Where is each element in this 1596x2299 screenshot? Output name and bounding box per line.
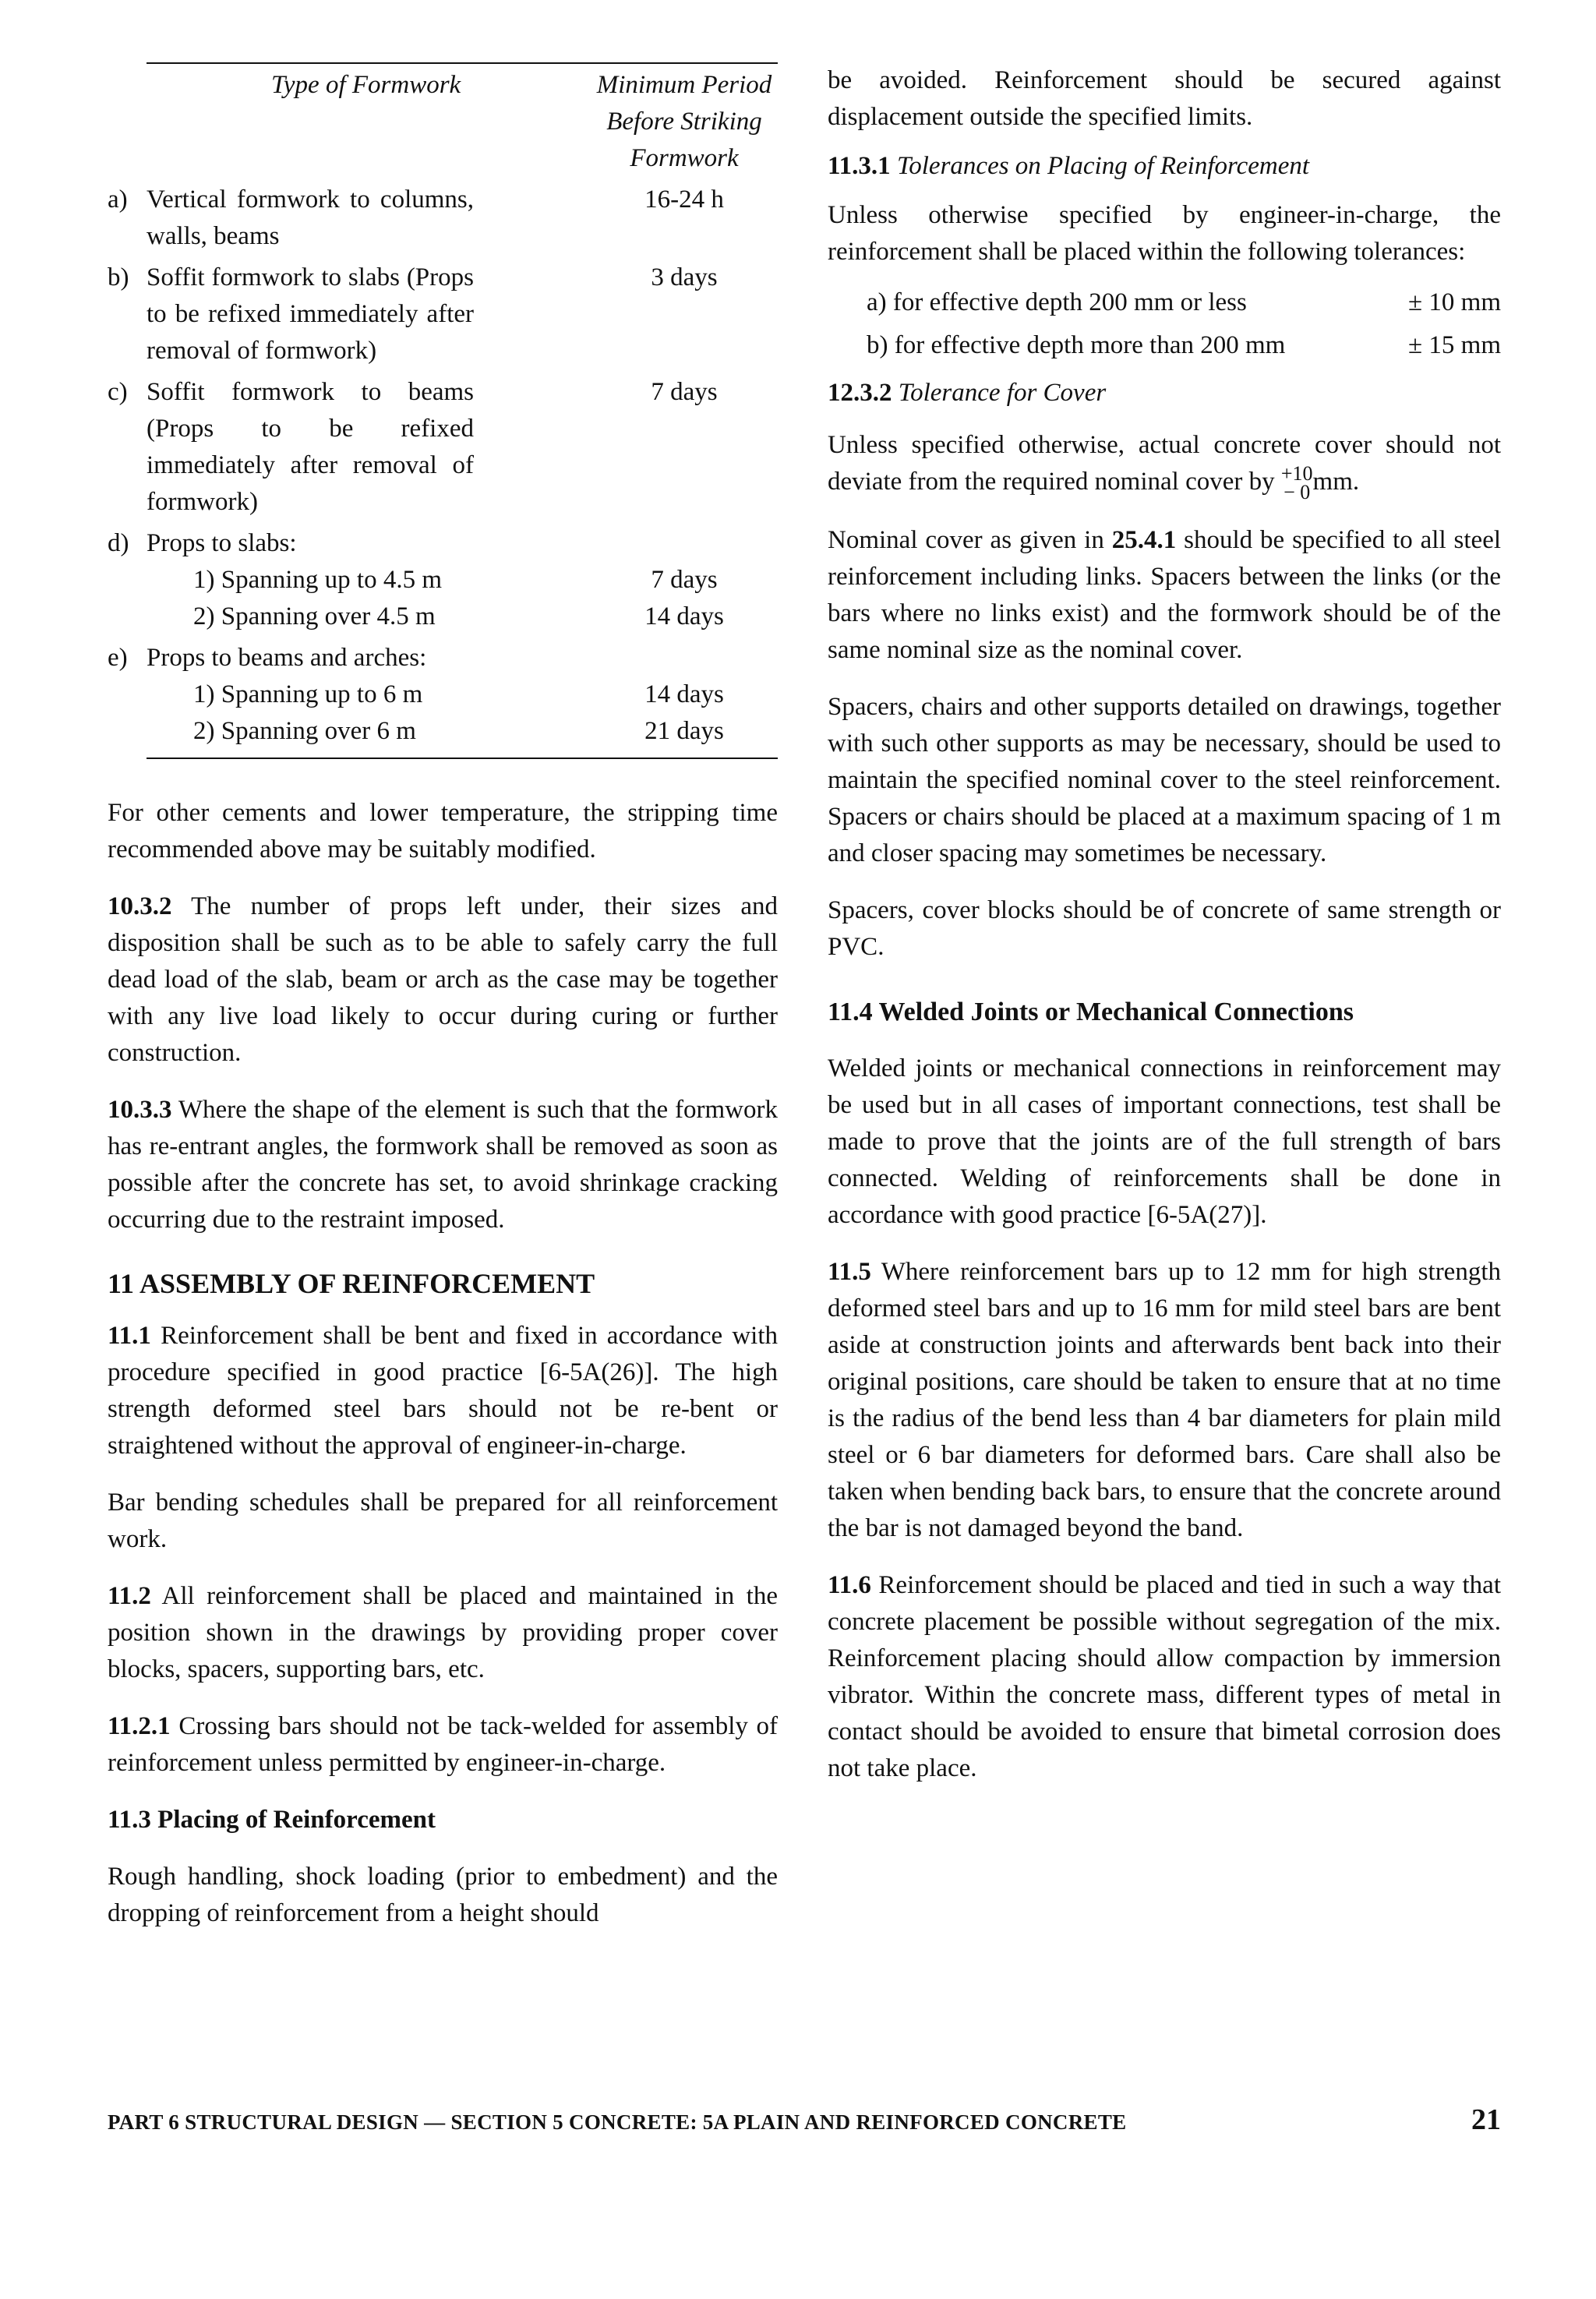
cover-unit: mm. [1312, 468, 1360, 496]
row-label: c) [108, 378, 128, 406]
subrow-text: 2) Spanning over 6 m [193, 717, 416, 745]
clause-number: 11.2.1 [108, 1712, 171, 1740]
header-type: Type of Formwork [271, 71, 461, 99]
subrow-text: 1) Spanning up to 6 m [193, 680, 423, 708]
tolerance-list [828, 281, 1501, 367]
para-be-avoided: be avoided. Reinforcement should be secured against displacement outside the specified limits. [828, 66, 1501, 131]
para-spacers: Spacers, chairs and other supports detailed on drawings, together with such other supports as may be necessary, should be used to maintain the specified nominal cover to the steel reinforcement. Spacers or chairs should be placed at a maximum spacing of 1 m and closer spacing may sometimes be necessary. [828, 693, 1501, 868]
para-11-3: Rough handling, shock loading (prior to embedment) and the dropping of reinforcement from a height should [108, 1863, 778, 1927]
para-bar-bending: Bar bending schedules shall be prepared for all reinforcement work. [108, 1489, 778, 1553]
clause-text: The number of props left under, their sizes and disposition shall be such as to be able to safely carry the full dead load of the slab, beam or arch as the case may be together with any live load likely to occur during curing or further construction. [108, 892, 778, 1067]
para-cover [828, 427, 1501, 502]
clause-reference: 25.4.1 [1111, 526, 1177, 555]
page-footer [108, 2103, 1501, 2137]
clause-number: 11.6 [828, 1571, 871, 1600]
clause-number: 10.3.3 [108, 1096, 172, 1124]
row-text: Soffit formwork to slabs (Props to be refixed immediately after removal of formwork) [147, 263, 474, 365]
cover-minus: − 0 [1284, 481, 1311, 504]
para-11-3-1: Unless otherwise specified by engineer-in-charge, the reinforcement shall be placed within the following tolerances: [828, 201, 1501, 266]
table-subrow [147, 676, 778, 713]
table-row [108, 525, 778, 562]
row-label: b) [108, 263, 129, 291]
clause-text: Where the shape of the element is such that the formwork has re-entrant angles, the formwork shall be removed as soon as possible after the concrete has set, to avoid shrinkage cracking occurring due to the restraint imposed. [108, 1096, 779, 1234]
tolerance-value: ± 10 mm [1408, 288, 1501, 316]
clause-number: 12.3.2 [828, 379, 892, 407]
clause-text: Reinforcement should be placed and tied in such a way that concrete placement be possible without segregation of the mix. Reinforcement placing should allow compaction by immersion vibrator. Within the concrete mass, different types of metal in contact should be avoided to ensure that bimetal corrosion does not take place. [828, 1571, 1501, 1783]
table-row [108, 374, 778, 521]
row-label: a) [108, 185, 128, 214]
row-text: Vertical formwork to columns, walls, beams [147, 185, 474, 250]
header-period: Minimum Period Before Striking Formwork [596, 71, 772, 172]
cover-by: by [1248, 468, 1275, 496]
tolerance-desc: a) for effective depth 200 mm or less [867, 288, 1247, 316]
subrow-period: 14 days [644, 602, 724, 630]
clause-text: Reinforcement shall be bent and fixed in accordance with procedure specified in good practice [6-5A(26)]. The high strength deformed steel bars should not be re-bent or straightened without the approval of engineer-in-charge. [108, 1322, 779, 1460]
right-column [828, 62, 1501, 1787]
para-10-3-2 [108, 888, 778, 1072]
clause-number: 11.1 [108, 1322, 151, 1350]
row-label: d) [108, 529, 129, 557]
subrow-text: 2) Spanning over 4.5 m [193, 602, 436, 630]
heading-11-3-1 [828, 148, 1501, 185]
cover-text: Unless specified otherwise, actual concrete cover should not deviate from the required nominal cover [828, 431, 1501, 496]
tolerance-value: ± 15 mm [1408, 331, 1501, 359]
clause-text: Crossing bars should not be tack-welded for assembly of reinforcement unless permitted by engineer-in-charge. [108, 1712, 778, 1777]
table-subrow [147, 599, 778, 635]
clause-number: 10.3.2 [108, 892, 172, 920]
clause-title: Tolerance for Cover [898, 379, 1107, 407]
para-11-5 [828, 1254, 1501, 1547]
clause-title: Tolerances on Placing of Reinforcement [896, 152, 1310, 180]
clause-text: All reinforcement shall be placed and maintained in the position shown in the drawings by providing proper cover blocks, spacers, supporting bars, etc. [108, 1582, 778, 1683]
para-11-4: Welded joints or mechanical connections in reinforcement may be used but in all cases of important connections, test shall be made to prove that the joints are of the full strength of bars connected. Welding of reinforcements shall be done in accordance with good practice [6-5A(27)]. [828, 1054, 1501, 1230]
nominal-text-a: Nominal cover as given in [828, 526, 1104, 555]
para-11-2-1 [108, 1708, 778, 1782]
table-header [147, 64, 778, 177]
row-period: 7 days [651, 378, 718, 406]
left-column [108, 62, 778, 1932]
tolerance-item [867, 324, 1501, 367]
subrow-period: 21 days [644, 717, 724, 745]
para-10-3-3 [108, 1092, 778, 1238]
row-period: 16-24 h [644, 185, 724, 214]
row-text: Props to slabs: [147, 529, 297, 557]
cover-plus: +10 [1280, 462, 1313, 486]
subrow-text: 1) Spanning up to 4.5 m [193, 566, 442, 594]
para-11-6 [828, 1567, 1501, 1787]
para-11-2 [108, 1578, 778, 1688]
tolerance-item [867, 281, 1501, 324]
row-label: e) [108, 644, 128, 672]
table-subrow [147, 562, 778, 599]
row-period: 3 days [651, 263, 718, 291]
table-row [108, 182, 778, 255]
row-text: Soffit formwork to beams (Props to be refixed immediately after removal of formwork) [147, 378, 474, 516]
cover-tolerance-fraction [1281, 464, 1313, 502]
subrow-period: 14 days [644, 680, 724, 708]
page-number: 21 [1471, 2103, 1501, 2136]
heading-11: 11 ASSEMBLY OF REINFORCEMENT [108, 1268, 595, 1299]
row-text: Props to beams and arches: [147, 644, 427, 672]
table-row [108, 260, 778, 369]
subrow-period: 7 days [651, 566, 718, 594]
para-nominal-cover [828, 522, 1501, 669]
clause-number: 11.5 [828, 1258, 871, 1287]
clause-text: Where reinforcement bars up to 12 mm for high strength deformed steel bars and up to 16 mm for mild steel bars are bent aside at construction joints and afterwards bent back into their original positions, care should be taken to ensure that at no time is the radius of the bend less than 4 bar diameters for plain mild steel or 6 bar diameters for deformed bars. Care shall also be taken when bending back bars, to ensure that the concrete around the bar is not damaged beyond the band. [828, 1258, 1501, 1543]
tolerance-desc: b) for effective depth more than 200 mm [867, 331, 1286, 359]
table-row [108, 640, 778, 676]
clause-number: 11.3.1 [828, 152, 891, 180]
heading-11-4: 11.4 Welded Joints or Mechanical Connections [828, 998, 1354, 1027]
para-other-cements: For other cements and lower temperature, the stripping time recommended above may be suitably modified. [108, 799, 778, 863]
nominal-text-b: should be specified to all steel reinforcement including links. Spacers between the links (or the bars where no links exist) and the formwork should be of the same nominal size as the nominal cover. [828, 526, 1502, 665]
formwork-table [108, 62, 778, 759]
heading-12-3-2 [828, 375, 1501, 411]
clause-number: 11.2 [108, 1582, 151, 1610]
para-11-1 [108, 1318, 778, 1464]
footer-title: PART 6 STRUCTURAL DESIGN — SECTION 5 CONCRETE: 5A PLAIN AND REINFORCED CONCRETE [108, 2110, 1127, 2134]
table-subrow [147, 713, 778, 750]
heading-11-3: 11.3 Placing of Reinforcement [108, 1806, 436, 1834]
para-cover-blocks: Spacers, cover blocks should be of concrete of same strength or PVC. [828, 896, 1501, 962]
